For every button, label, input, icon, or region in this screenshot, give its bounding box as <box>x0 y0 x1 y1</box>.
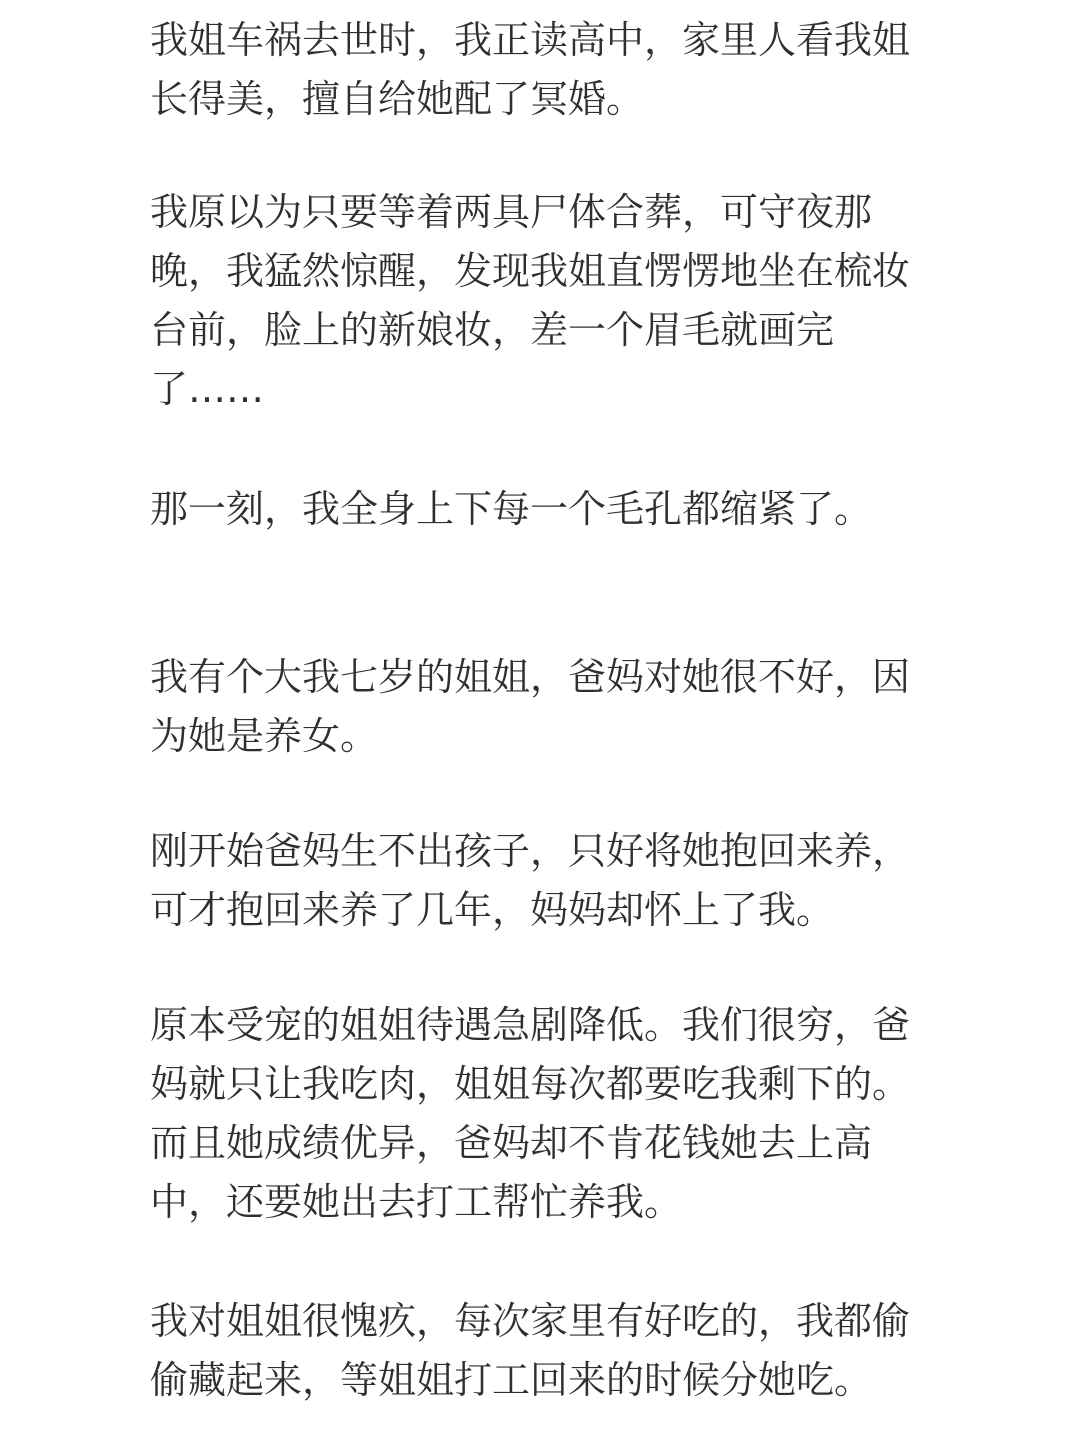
text-line: 妈就只让我吃肉，姐姐每次都要吃我剩下的。 <box>150 1062 911 1106</box>
text-line: 中，还要她出去打工帮忙养我。 <box>150 1180 683 1224</box>
text-line: 我有个大我七岁的姐姐，爸妈对她很不好，因 <box>150 655 911 699</box>
paragraph-4 <box>150 648 910 766</box>
text-line: 了…… <box>150 367 265 411</box>
text-line: 偷藏起来，等姐姐打工回来的时候分她吃。 <box>150 1358 873 1402</box>
text-line: 原本受宠的姐姐待遇急剧降低。我们很穷，爸 <box>150 1003 911 1047</box>
paragraph-6 <box>150 996 910 1232</box>
text-line: 可才抱回来养了几年，妈妈却怀上了我。 <box>150 888 835 932</box>
paragraph-5 <box>150 822 910 940</box>
text-line: 我原以为只要等着两具尸体合葬，可守夜那 <box>150 190 873 234</box>
text-line: 而且她成绩优异，爸妈却不肯花钱她去上高 <box>150 1121 873 1165</box>
text-line: 长得美，擅自给她配了冥婚。 <box>150 77 645 121</box>
paragraph-7 <box>150 1292 910 1410</box>
paragraph-1 <box>150 11 910 129</box>
paragraph-3 <box>150 480 872 539</box>
text-line: 为她是养女。 <box>150 714 379 758</box>
paragraph-2 <box>150 183 910 419</box>
text-line: 我对姐姐很愧疚，每次家里有好吃的，我都偷 <box>150 1299 911 1343</box>
text-line: 台前，脸上的新娘妆，差一个眉毛就画完 <box>150 308 835 352</box>
text-line: 我姐车祸去世时，我正读高中，家里人看我姐 <box>150 18 911 62</box>
text-line: 晚，我猛然惊醒，发现我姐直愣愣地坐在梳妆 <box>150 249 911 293</box>
text-line: 刚开始爸妈生不出孩子，只好将她抱回来养， <box>150 829 911 873</box>
text-line: 那一刻，我全身上下每一个毛孔都缩紧了。 <box>150 487 873 531</box>
